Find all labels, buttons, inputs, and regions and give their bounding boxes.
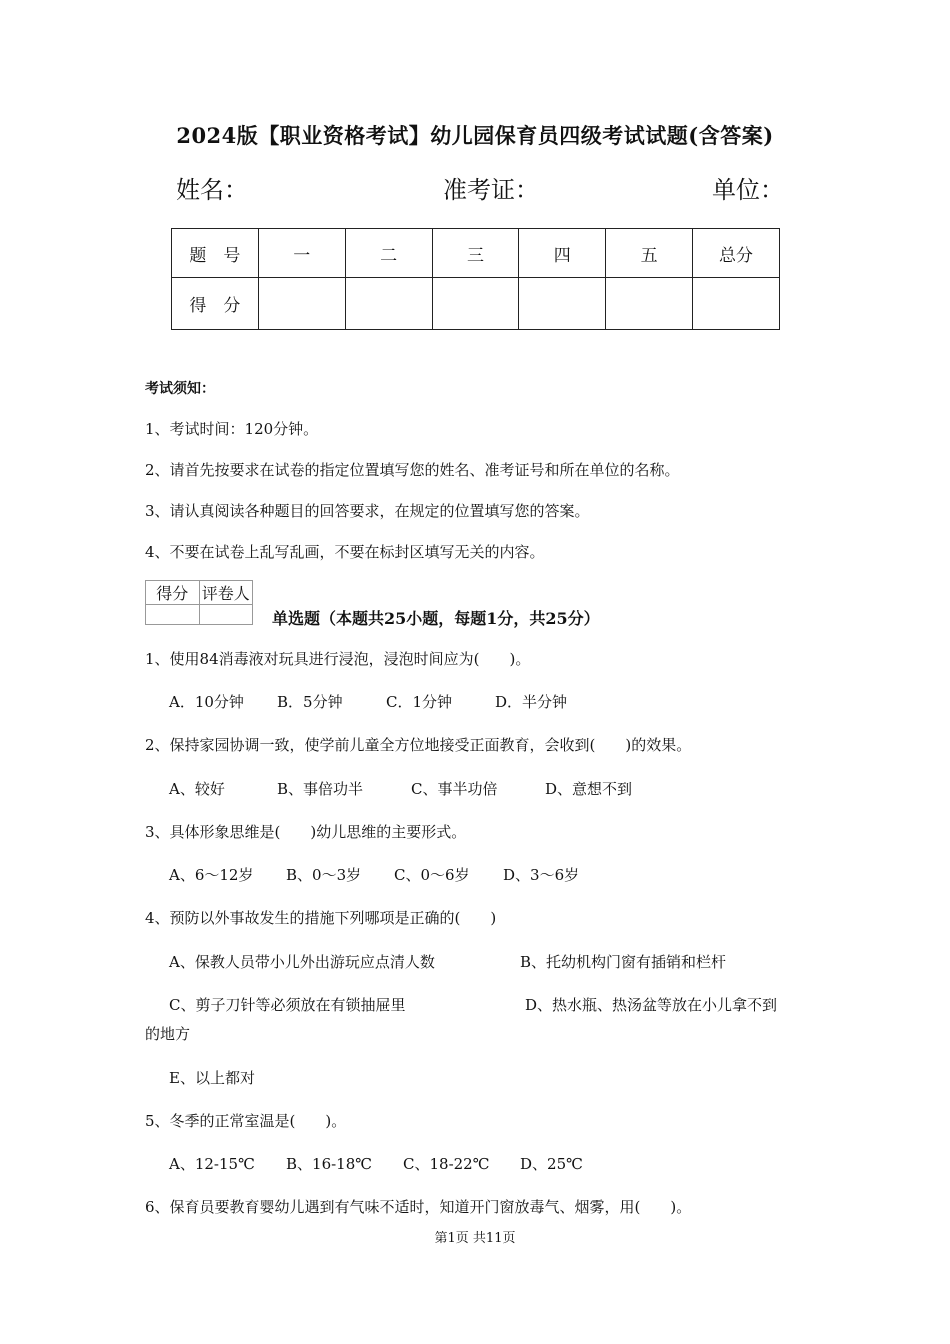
question-option: A、保教人员带小儿外出游玩应点清人数 xyxy=(169,953,435,971)
question-option: B．5分钟 xyxy=(277,693,343,711)
score-cell[interactable] xyxy=(519,278,606,330)
unit-field-label: 单位： xyxy=(712,176,784,204)
score-cell[interactable] xyxy=(606,278,693,330)
grader-reviewer-label: 评卷人 xyxy=(199,581,253,605)
score-table-header-cell: 三 xyxy=(432,229,519,278)
notice-item: 2、请首先按要求在试卷的指定位置填写您的姓名、准考证号和所在单位的名称。 xyxy=(145,461,680,479)
grader-reviewer-cell[interactable] xyxy=(199,605,253,625)
score-cell[interactable] xyxy=(432,278,519,330)
score-table xyxy=(171,228,780,330)
question-option: A．10分钟 xyxy=(169,693,244,711)
question-text: 2、保持家园协调一致，使学前儿童全方位地接受正面教育，会收到( )的效果。 xyxy=(145,736,692,754)
score-table-row-label: 得 分 xyxy=(172,278,259,330)
page-footer: 第1页 共11页 xyxy=(434,1231,516,1246)
question-text: 1、使用84消毒液对玩具进行浸泡，浸泡时间应为( )。 xyxy=(145,650,531,668)
question-option: C、0～6岁 xyxy=(394,866,470,884)
question-option: C、18-22℃ xyxy=(403,1155,490,1173)
question-option: C、事半功倍 xyxy=(411,780,498,798)
question-option: A、6～12岁 xyxy=(169,866,254,884)
name-field-label: 姓名： xyxy=(176,176,248,204)
score-table-score-row xyxy=(172,278,780,330)
question-option: B、0～3岁 xyxy=(286,866,362,884)
question-option: B、事倍功半 xyxy=(277,780,364,798)
question-option: D．半分钟 xyxy=(495,693,568,711)
question-option: A、较好 xyxy=(169,780,225,798)
score-table-header-cell: 二 xyxy=(345,229,432,278)
question-option: D、热水瓶、热汤盆等放在小儿拿不到 xyxy=(525,996,778,1014)
question-text: 5、冬季的正常室温是( )。 xyxy=(145,1112,347,1130)
question-option: D、25℃ xyxy=(520,1155,583,1173)
question-option: B、托幼机构门窗有插销和栏杆 xyxy=(520,953,727,971)
question-option: C．1分钟 xyxy=(386,693,453,711)
question-option-continuation: 的地方 xyxy=(145,1025,191,1043)
score-cell[interactable] xyxy=(345,278,432,330)
page-title: 2024版【职业资格考试】幼儿园保育员四级考试试题(含答案) xyxy=(176,123,774,148)
score-table-header-cell: 一 xyxy=(258,229,345,278)
question-text: 4、预防以外事故发生的措施下列哪项是正确的( ) xyxy=(145,909,497,927)
question-option: E、以上都对 xyxy=(169,1069,255,1087)
exam-id-field-label: 准考证： xyxy=(443,176,539,204)
grader-score-cell[interactable] xyxy=(146,605,200,625)
notice-item: 4、不要在试卷上乱写乱画，不要在标封区填写无关的内容。 xyxy=(145,543,545,561)
grader-score-label: 得分 xyxy=(146,581,200,605)
score-table-header-cell: 题 号 xyxy=(172,229,259,278)
score-cell[interactable] xyxy=(693,278,780,330)
grader-table xyxy=(145,580,253,625)
score-table-header-cell: 总分 xyxy=(693,229,780,278)
question-option: C、剪子刀针等必须放在有锁抽屉里 xyxy=(169,996,406,1014)
question-option: D、3～6岁 xyxy=(503,866,580,884)
question-text: 6、保育员要教育婴幼儿遇到有气味不适时，知道开门窗放毒气、烟雾，用( )。 xyxy=(145,1198,692,1216)
question-option: D、意想不到 xyxy=(545,780,633,798)
section-title: 单选题（本题共25小题，每题1分，共25分） xyxy=(272,609,600,628)
notice-item: 1、考试时间：120分钟。 xyxy=(145,420,319,438)
score-table-header-cell: 四 xyxy=(519,229,606,278)
notice-item: 3、请认真阅读各种题目的回答要求，在规定的位置填写您的答案。 xyxy=(145,502,590,520)
question-option: A、12-15℃ xyxy=(169,1155,255,1173)
score-table-header-row xyxy=(172,229,780,278)
question-option: B、16-18℃ xyxy=(286,1155,373,1173)
score-cell[interactable] xyxy=(258,278,345,330)
question-text: 3、具体形象思维是( )幼儿思维的主要形式。 xyxy=(145,823,467,841)
score-table-header-cell: 五 xyxy=(606,229,693,278)
notice-heading: 考试须知： xyxy=(145,381,215,397)
